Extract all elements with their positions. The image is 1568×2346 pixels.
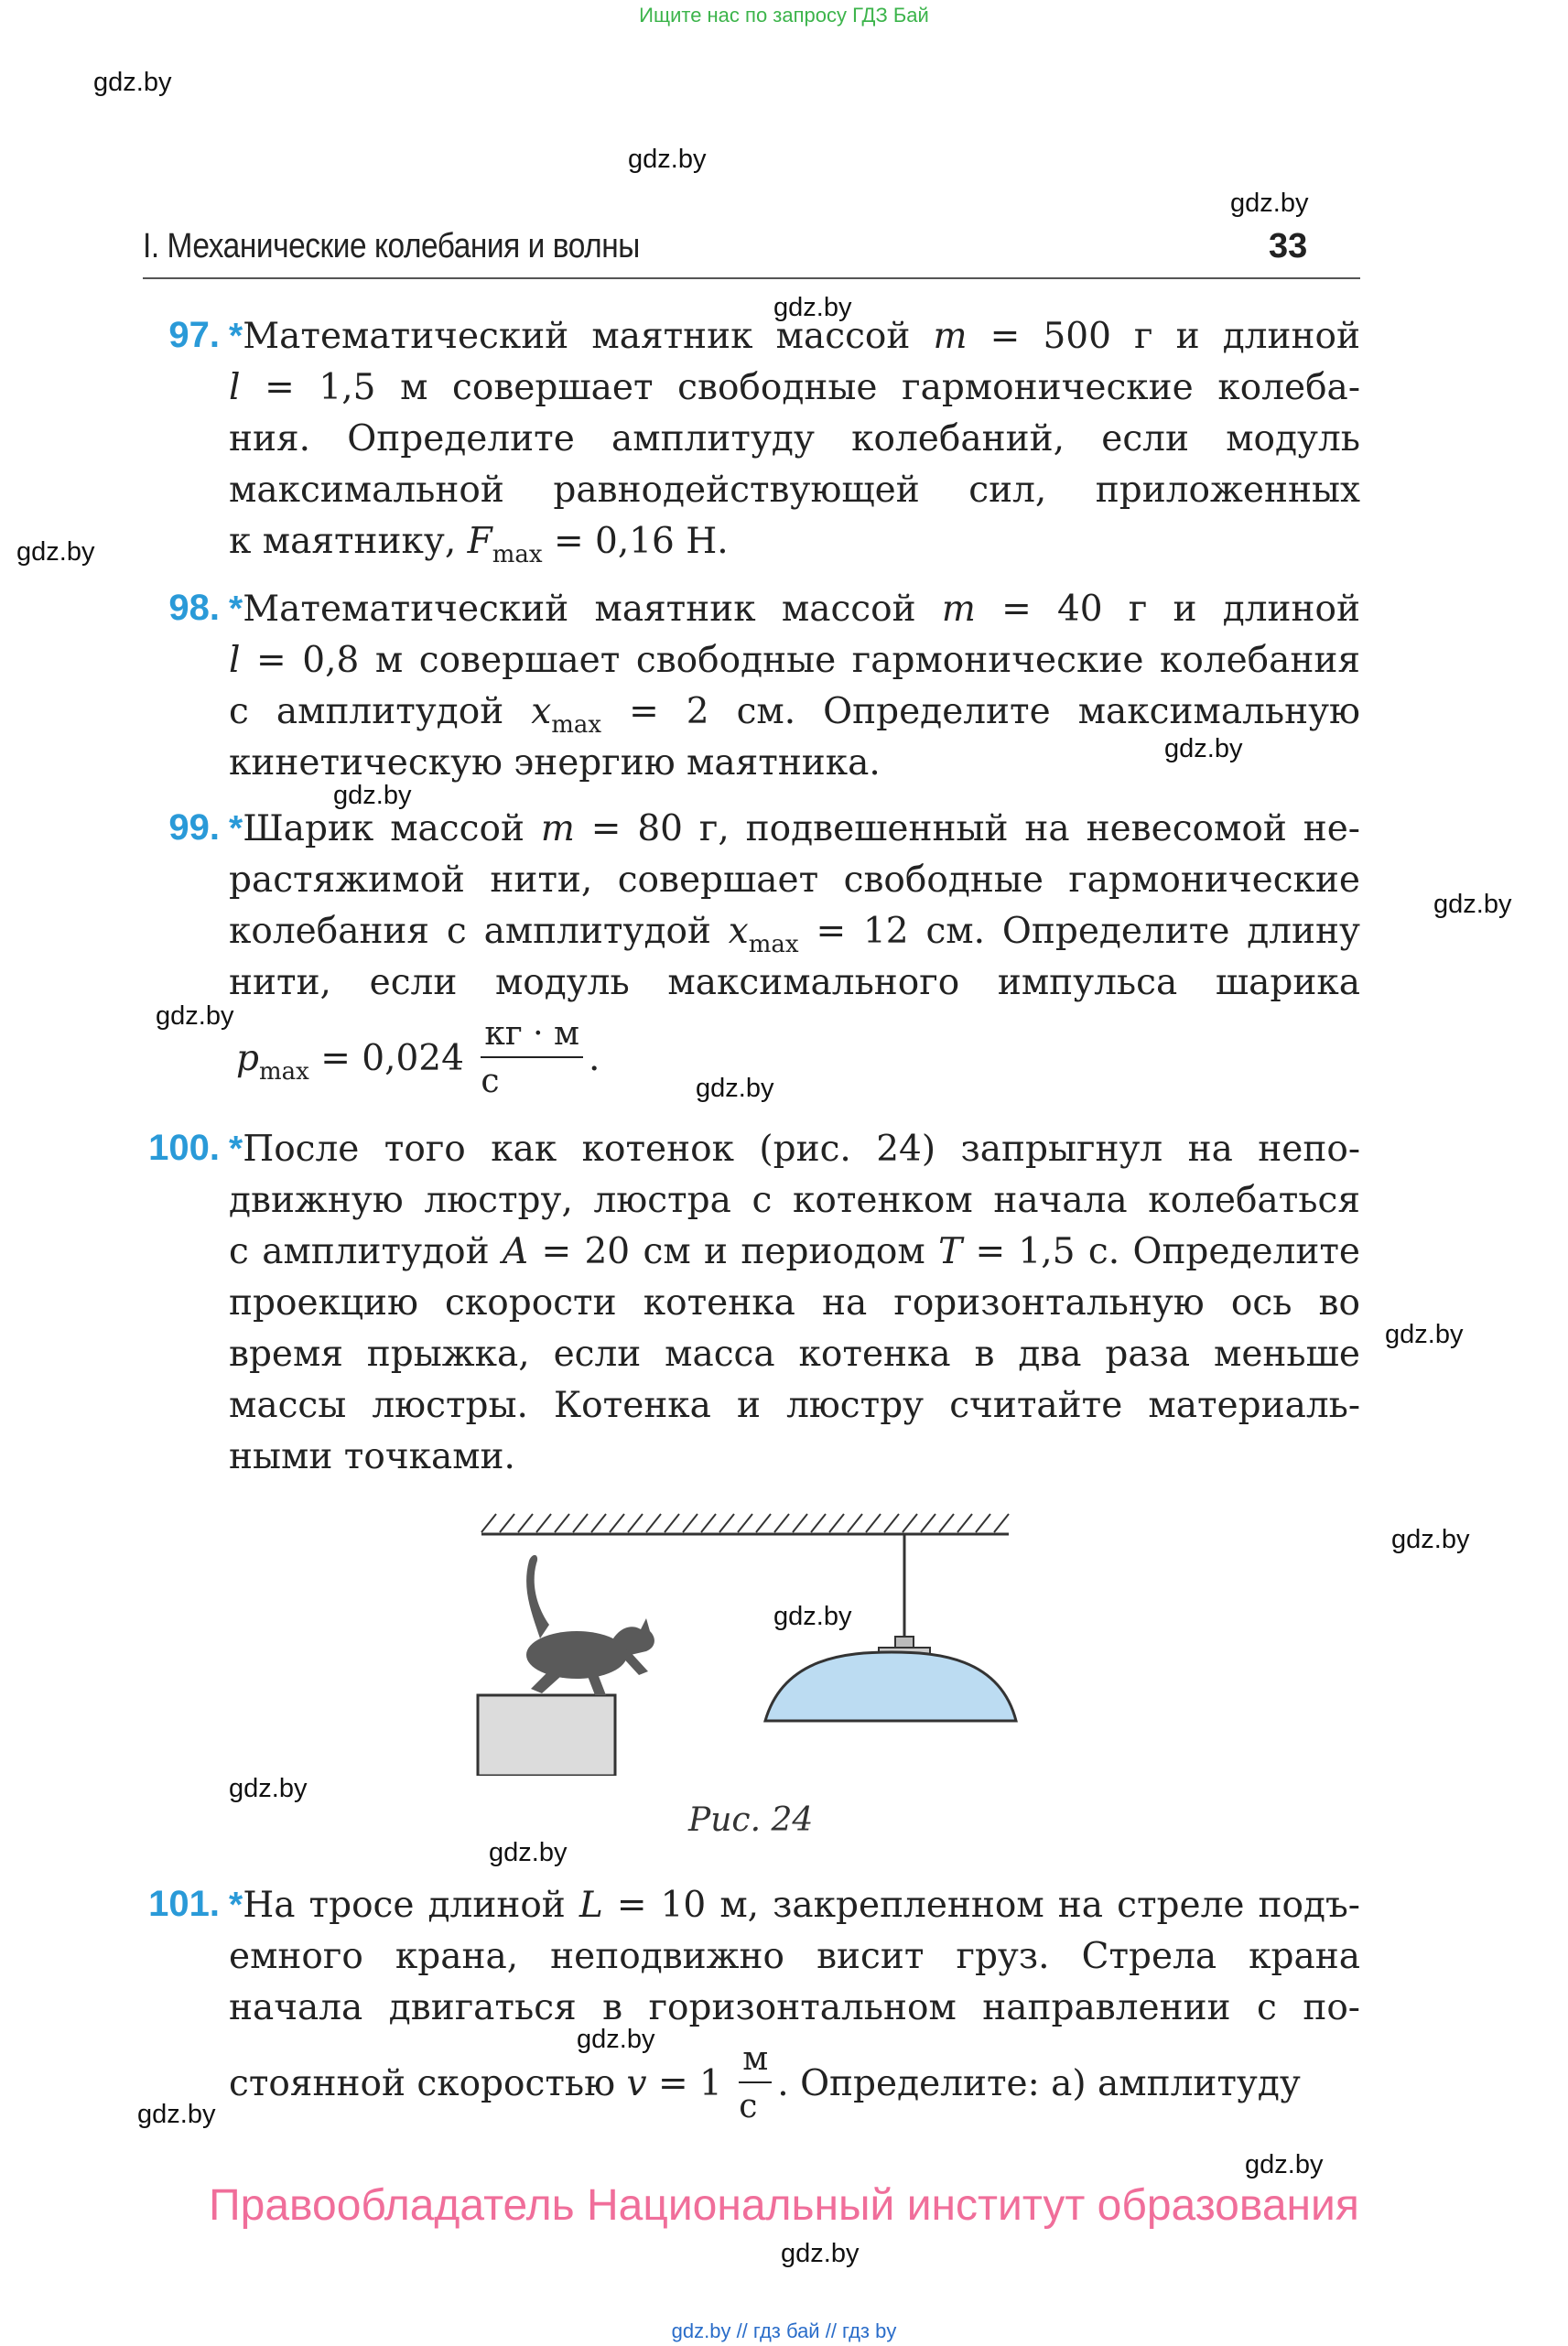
watermark: gdz.by (333, 781, 412, 810)
problem-number-97: 97. (168, 315, 220, 355)
watermark: gdz.by (628, 145, 707, 174)
problem-99-line-3: колебания с амплитудой $x_{max} = 12$ см. Определите длину (229, 911, 1360, 958)
watermark: gdz.by (696, 1074, 774, 1103)
problem-100-line-3: с амплитудой A = 20 см и периодом T = 1,5 с. Определите (229, 1231, 1361, 1272)
problem-97-line-4: максимальной равнодействующей сил, приложенных (229, 470, 1360, 511)
watermark: gdz.by (781, 2239, 860, 2268)
problem-number-99: 99. (168, 807, 220, 848)
problem-98-line-1: *Математический маятник массой m = 40 г и длиной (229, 589, 1360, 630)
problem-100-line-4: проекцию скорости котенка на горизонтальную ось во (229, 1282, 1360, 1324)
watermark: gdz.by (773, 1602, 852, 1631)
watermark: gdz.by (1164, 734, 1243, 763)
watermark: gdz.by (1391, 1525, 1470, 1554)
box-stand (478, 1695, 615, 1776)
problem-101-line-4: стоянной скоростью v = 1 $\frac{м}{с}$ . Определите: а) амплитуду (229, 2040, 1301, 2125)
problem-number-101: 101. (148, 1884, 220, 1924)
chandelier (765, 1534, 1016, 1721)
header-divider (143, 277, 1360, 279)
problem-100-line-7: ными точками. (229, 1436, 515, 1477)
problem-100-line-6: массы люстры. Котенка и люстру считайте материаль- (229, 1385, 1360, 1426)
problem-97-line-1: *Математический маятник массой m = 500 г и длиной (229, 316, 1360, 357)
problem-97-line-2: l = 1,5 м совершает свободные гармонические колеба- (229, 367, 1360, 408)
watermark: gdz.by (1433, 890, 1512, 919)
problem-99-line-1: *Шарик массой m = 80 г, подвешенный на невесомой не- (229, 808, 1360, 849)
problem-number-100: 100. (148, 1128, 220, 1168)
problem-97-line-3: ния. Определите амплитуду колебаний, если модуль (229, 418, 1360, 459)
watermark: gdz.by (1245, 2150, 1324, 2179)
problem-98-line-4: кинетическую энергию маятника. (229, 742, 881, 784)
problem-99-line-4: нити, если модуль максимального импульса шарика (229, 962, 1360, 1003)
figure-caption: Рис. 24 (688, 1801, 814, 1839)
footer-links[interactable]: gdz.by // гдз бай // гдз by (671, 2319, 897, 2342)
problem-99-line-5: $p_{max} = 0,024$ $\frac{кг \cdot м}{с}$ . (236, 1015, 600, 1100)
copyright-notice: Правообладатель Национальный институт образования (209, 2181, 1359, 2230)
watermark: gdz.by (1230, 189, 1309, 218)
watermark: gdz.by (1385, 1320, 1464, 1349)
problem-101-line-1: *На тросе длиной L = 10 м, закрепленном на стреле подъ- (229, 1885, 1360, 1926)
watermark: gdz.by (577, 2025, 655, 2054)
problem-100-line-2: движную люстру, люстра с котенком начала колебаться (229, 1180, 1360, 1221)
section-title: I. Механические колебания и волны (143, 227, 640, 265)
unit-fraction: $\frac{кг \cdot м}{с}$ (481, 1018, 583, 1098)
watermark: gdz.by (229, 1774, 308, 1803)
cat-illustration (526, 1555, 654, 1695)
watermark: gdz.by (773, 293, 852, 322)
problem-97-line-5: к маятнику, $F_{max} = 0,16$ Н. (229, 521, 729, 568)
page-number: 33 (1269, 227, 1308, 265)
watermark: gdz.by (489, 1838, 568, 1867)
watermark: gdz.by (137, 2100, 216, 2129)
star-marker: * (229, 317, 243, 356)
figure-24 (476, 1501, 1025, 1776)
problem-100-line-1: *После того как котенок (рис. 24) запрыгнул на непо- (229, 1129, 1360, 1170)
problem-98-line-2: l = 0,8 м совершает свободные гармонические колебания (229, 640, 1360, 681)
problem-98-line-3: с амплитудой $x_{max} = 2$ см. Определите максимальную (229, 691, 1360, 739)
problem-100-line-5: время прыжка, если масса котенка в два раза меньше (229, 1334, 1360, 1375)
velocity-unit-fraction: $\frac{м}{с}$ (739, 2043, 772, 2124)
watermark: gdz.by (156, 1001, 234, 1031)
problem-99-line-2: растяжимой нити, совершает свободные гармонические (229, 859, 1360, 901)
ceiling (481, 1514, 1009, 1534)
top-banner: Ищите нас по запросу ГДЗ Бай (639, 4, 929, 27)
problem-number-98: 98. (168, 588, 220, 628)
watermark: gdz.by (16, 537, 95, 567)
watermark: gdz.by (93, 68, 172, 97)
problem-101-line-3: начала двигаться в горизонтальном направлении с по- (229, 1987, 1360, 2028)
problem-101-line-2: емного крана, неподвижно висит груз. Стрела крана (229, 1936, 1360, 1977)
